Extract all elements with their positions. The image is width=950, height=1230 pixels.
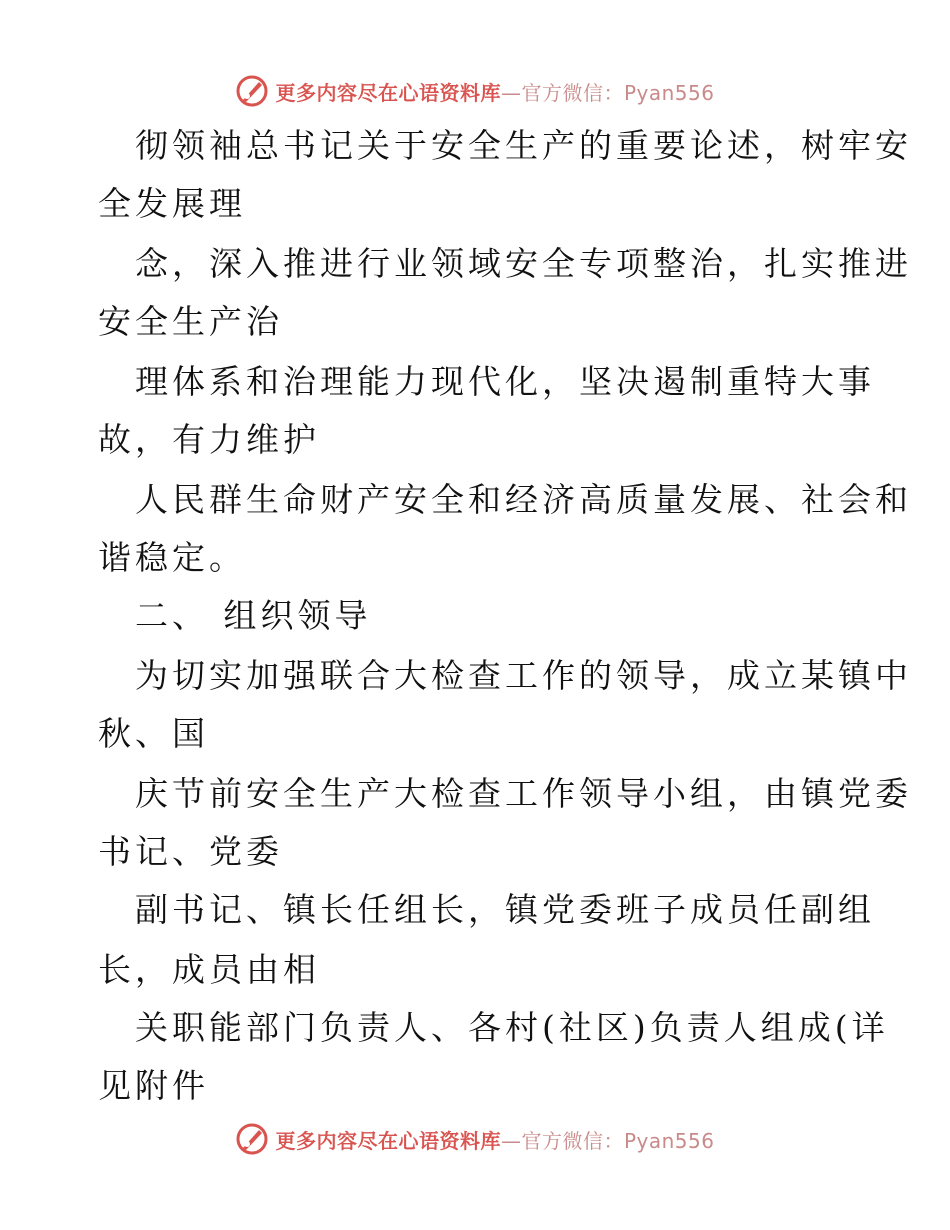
section-heading: 二、 组织领导 [135,596,372,635]
text-line: 彻领袖总书记关于安全生产的重要论述，树牢安 [135,126,912,165]
watermark-suffix: —官方微信：Pyan556 [500,80,715,105]
text-line: 庆节前安全生产大检查工作领导小组，由镇党委 [135,774,912,813]
text-line: 秋、国 [98,714,209,753]
quill-logo-icon [235,1122,269,1156]
text-line: 理体系和治理能力现代化，坚决遏制重特大事 [135,362,875,401]
watermark-brand: 更多内容尽在心语资料库 [275,1128,501,1153]
watermark-brand: 更多内容尽在心语资料库 [275,80,501,105]
header-watermark [0,71,950,111]
text-line: 安全生产治 [98,302,283,341]
text-line: 长，成员由相 [98,950,320,989]
watermark-suffix: —官方微信：Pyan556 [500,1128,715,1153]
quill-logo-icon [235,74,269,108]
text-line: 谐稳定。 [98,538,246,577]
text-line: 人民群生命财产安全和经济高质量发展、社会和 [135,480,912,519]
text-line: 全发展理 [98,184,246,223]
text-line: 故，有力维护 [98,420,320,459]
text-line: 副书记、镇长任组长，镇党委班子成员任副组 [135,890,875,929]
text-line: 见附件 [98,1066,209,1105]
footer-watermark [0,1119,950,1159]
text-line: 书记、党委 [98,832,283,871]
watermark-text [275,1125,714,1154]
watermark-text [275,77,714,106]
text-line: 关职能部门负责人、各村(社区)负责人组成(详 [135,1008,889,1047]
text-line: 念，深入推进行业领域安全专项整治，扎实推进 [135,244,912,283]
text-line: 为切实加强联合大检查工作的领导，成立某镇中 [135,656,912,695]
